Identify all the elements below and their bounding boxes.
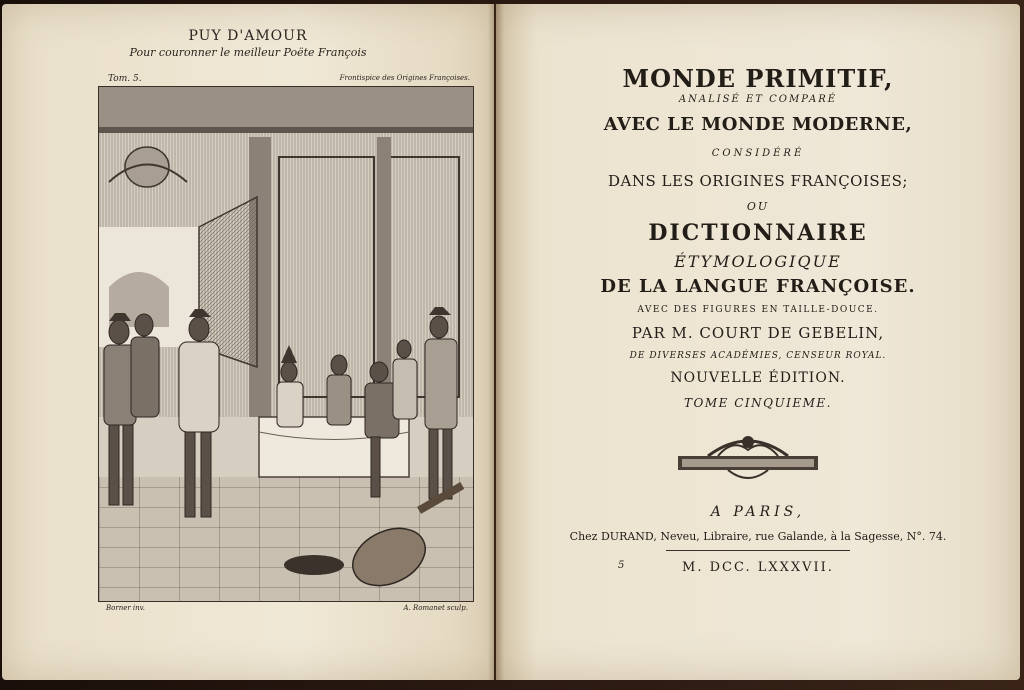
plate-header-subtitle: Pour couronner le meilleur Poëte François	[129, 46, 367, 59]
tome-label: Tom. 5.	[108, 74, 142, 84]
left-page	[2, 4, 494, 680]
imprint-year: M. DCC. LXXXVII.	[682, 560, 834, 575]
title-line-8: ÉTYMOLOGIQUE	[674, 252, 842, 271]
engraving-illustration	[99, 87, 473, 601]
title-line-10: AVEC DES FIGURES EN TAILLE-DOUCE.	[637, 305, 879, 315]
imprint-place: A PARIS,	[710, 504, 806, 520]
title-line-5: DANS LES ORIGINES FRANÇOISES;	[608, 172, 908, 190]
book-gutter	[488, 4, 504, 680]
edition-line: NOUVELLE ÉDITION.	[670, 370, 846, 386]
engraving-credit-inventor: Borner inv.	[106, 604, 146, 612]
author-line: PAR M. COURT DE GEBELIN,	[631, 324, 885, 342]
title-line-4: CONSIDÉRÉ	[711, 148, 805, 159]
title-page	[496, 4, 1020, 680]
title-line-1: MONDE PRIMITIF,	[622, 64, 894, 93]
plate-header-title: PUY D'AMOUR	[188, 28, 308, 44]
title-line-2: ANALISÉ ET COMPARÉ	[678, 94, 838, 105]
title-line-9: DE LA LANGUE FRANÇOISE.	[600, 276, 916, 297]
title-line-3: AVEC LE MONDE MODERNE,	[603, 114, 913, 135]
imprint-publisher: Chez DURAND, Neveu, Libraire, rue Galande, à la Sagesse, N°. 74.	[569, 530, 947, 543]
author-credentials: DE DIVERSES ACADÉMIES, CENSEUR ROYAL.	[629, 351, 887, 361]
engraving-credit-sculptor: A. Romanet sculp.	[403, 604, 468, 612]
tome-line: TOME CINQUIEME.	[684, 396, 832, 410]
engraving-plate	[98, 86, 474, 602]
printer-ornament	[678, 430, 818, 486]
title-line-6: OU	[746, 200, 770, 213]
frontispiece-label: Frontispice des Origines Françoises.	[339, 74, 470, 82]
signature-mark: 5	[618, 560, 625, 571]
title-line-7: DICTIONNAIRE	[648, 220, 868, 246]
imprint-rule	[666, 550, 850, 551]
